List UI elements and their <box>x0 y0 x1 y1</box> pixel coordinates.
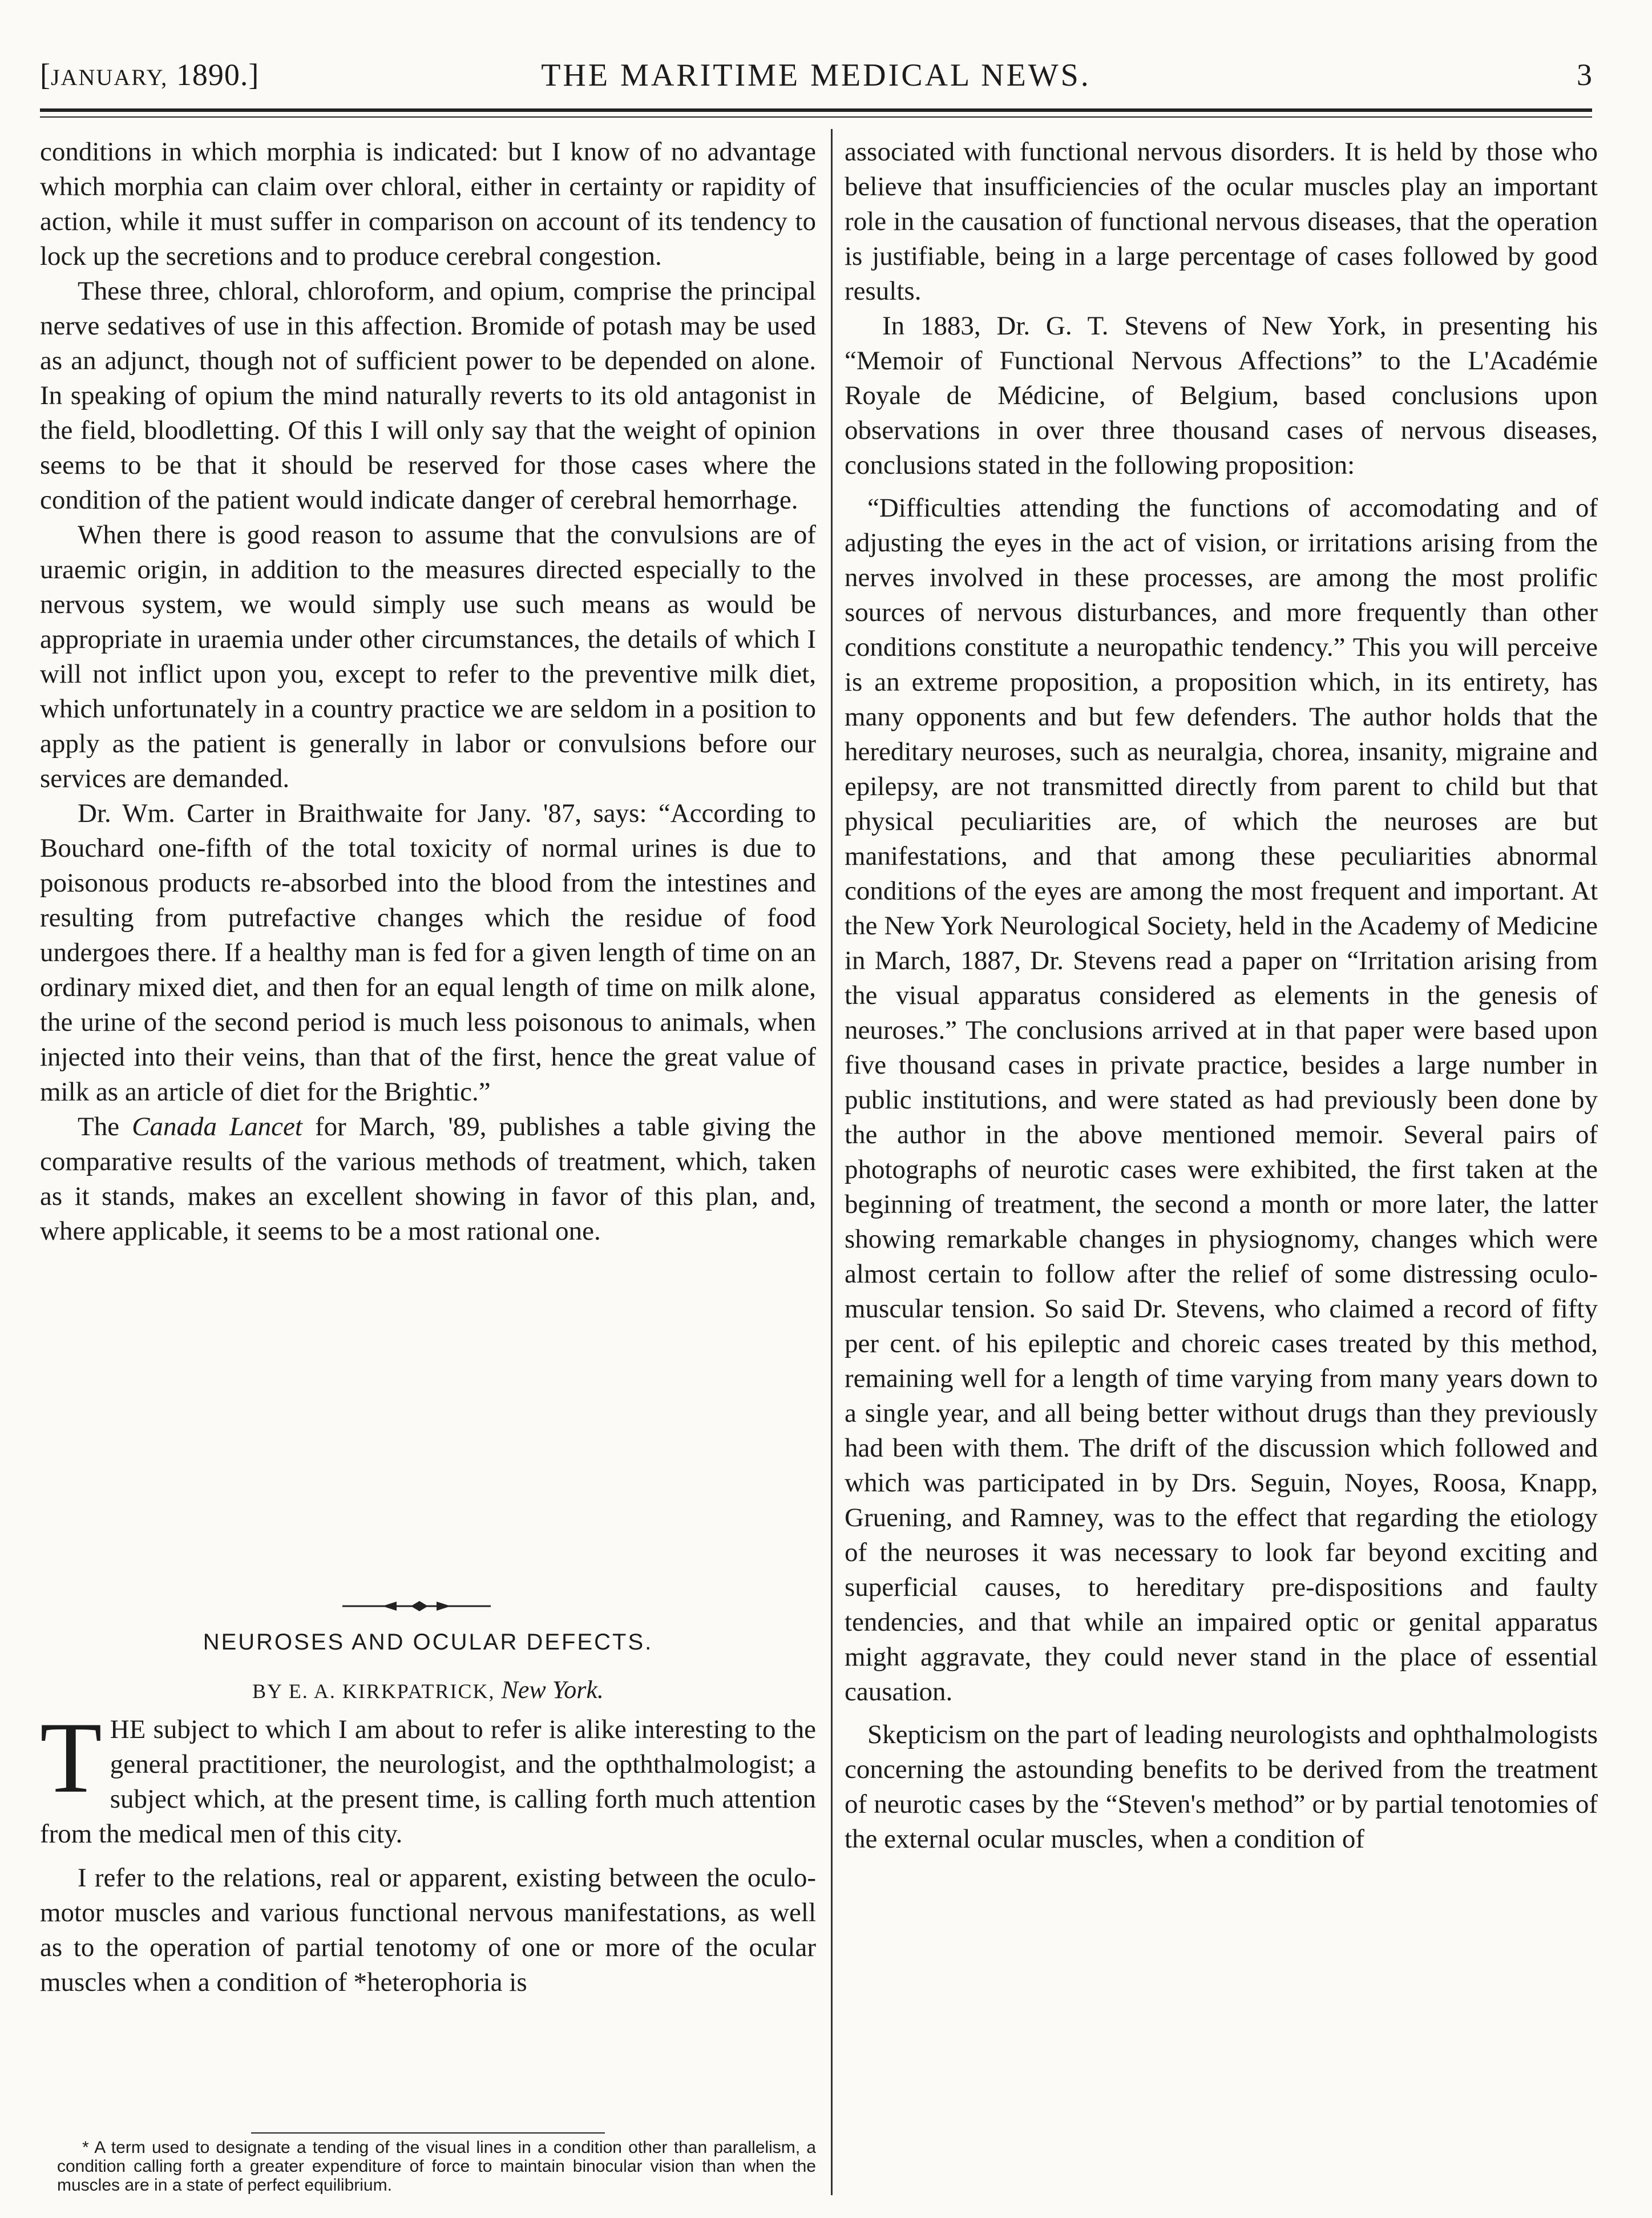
byline-prefix: BY <box>252 1680 289 1703</box>
journal-title: THE MARITIME MEDICAL NEWS. <box>541 58 1091 93</box>
paragraph-carter-quote: Dr. Wm. Carter in Braithwaite for Jany. '87, says: “According to Bouchard one-fifth of the total toxicity of normal urines is due to poisonous products re-absorbed into the blood from the intestines and resulting from putrefactive changes which the residue of food undergoes there. If a healthy man is fed for a given length of time on an ordinary mixed diet, and then for an equal length of time on milk alone, the urine of the second period is much less poisonous to animals, when injected into their veins, than that of the first, hence the great value of milk as an article of diet for the Brightic.” <box>40 799 816 1107</box>
issue-year: 1890.] <box>168 58 260 92</box>
running-header <box>40 57 1592 97</box>
lancet-post: for March, '89, publishes a table giving the comparative results of the various methods of treatment, which, taken as it stands, makes an excellent showing in favor of this plan, and, where applicable, it seems to be a most rational one. <box>40 1112 816 1246</box>
date-bracket: [ <box>40 58 51 92</box>
footnote-rule <box>251 2132 605 2134</box>
drop-cap: T <box>40 1701 102 1814</box>
column-divider <box>831 129 833 2195</box>
article-byline <box>40 1675 816 1704</box>
paragraph-uraemic: When there is good reason to assume that the convulsions are of uraemic origin, in addition to the measures directed especially to the nervous system, we would simply use such means as would be appropriate in uraemia under other circumstances, the details of which I will not inflict upon you, except to refer to the preventive milk diet, which unfortunately in a country practice we are seldom in a position to apply as the patient is generally in labor or convulsions before our services are demanded. <box>40 520 816 793</box>
article-opening <box>40 1701 816 1852</box>
header-rule-thin <box>40 116 1592 118</box>
author-place: New York. <box>501 1676 604 1704</box>
issue-month: JANUARY, <box>50 64 168 90</box>
paragraph-stevens-memoir: In 1883, Dr. G. T. Stevens of New York, in presenting his “Memoir of Functional Nervous Affections” to the L'Académie Royale de Médicine, of Belgium, based conclusions upon observations in over three thousand cases of nervous diseases, conclusions stated in the following proposition: <box>845 311 1598 480</box>
paragraph-skepticism: Skepticism on the part of leading neurologists and ophthalmologists concerning the astounding benefits to be derived from the treatment of neurotic cases by the “Steven's method” or by partial tenotomies of the external ocular muscles, when a condition of <box>845 1720 1598 1854</box>
paragraph-relations: I refer to the relations, real or apparent, existing between the oculo-motor muscles and various functional nervous manifestations, as well as to the operation of partial tenotomy of one or more of the ocular muscles when a condition of *heterophoria is <box>40 1863 816 1997</box>
article-body <box>40 1701 816 2000</box>
footnote-text: * A term used to designate a tending of the visual lines in a condition other than parallelism, a condition calling forth a greater expenditure of force to maintain binocular vision than when the muscles are in a state of perfect equilibrium. <box>57 2138 816 2195</box>
author-name: E. A. KIRKPATRICK, <box>288 1680 495 1703</box>
header-rule-thick <box>40 108 1592 112</box>
footnote <box>57 2138 816 2195</box>
article-title: NEUROSES AND OCULAR DEFECTS. <box>203 1630 653 1655</box>
lancet-pre: The <box>78 1112 132 1142</box>
right-column <box>845 135 1598 1857</box>
paragraph-sedatives: These three, chloral, chloroform, and opium, comprise the principal nerve sedatives of use in this affection. Bromide of potash may be used as an adjunct, though not of sufficient power to be depended on alone. In speaking of opium the mind naturally reverts to its old antagonist in the field, bloodletting. Of this I will only say that the weight of opinion seems to be that it should be reserved for those cases where the condition of the patient would indicate danger of cerebral hemorrhage. <box>40 276 816 515</box>
page-number: 3 <box>1577 58 1592 92</box>
paragraph-morphia: conditions in which morphia is indicated: but I know of no advantage which morphia can claim over chloral, either in certainty or rapidity of action, while it must suffer in comparison on account of its tendency to lock up the secretions and to produce cerebral congestion. <box>40 137 816 271</box>
paragraph-functional-disorders: associated with functional nervous disorders. It is held by those who believe that insufficiencies of the ocular muscles play an important role in the causation of functional nervous diseases, that the operation is justifiable, being in a large percentage of cases followed by good results. <box>845 137 1598 306</box>
section-ornament <box>342 1599 491 1613</box>
paragraph-canada-lancet <box>40 1110 816 1249</box>
left-column <box>40 135 816 1249</box>
journal-citation: Canada Lancet <box>132 1112 302 1142</box>
paragraph-stevens-proposition: “Difficulties attending the functions of accomodating and of adjusting the eyes in the act of vision, or irritations arising from the nerves involved in these processes, are among the most prolific sources of nervous disturbances, and more frequently than other conditions constitute a neuropathic tendency.” This you will perceive is an extreme proposition, a proposition which, in its entirety, has many opponents and but few defenders. The author holds that the hereditary neuroses, such as neuralgia, chorea, insanity, migraine and epilepsy, are not transmitted directly from parent to child but that physical peculiarities are, of which the neuroses are but manifestations, and that among these peculiarities abnormal conditions of the eyes are among the most frequent and important. At the New York Neurological Society, held in the Academy of Medicine in March, 1887, Dr. Stevens read a paper on “Irritation arising from the visual apparatus considered as elements in the genesis of neuroses.” The conclusions arrived at in that paper were based upon five thousand cases in private practice, besides a large number in public institutions, and were stated as had previously been done by the author in the above mentioned memoir. Several pairs of photographs of neurotic cases were exhibited, the first taken at the beginning of treatment, the second a month or more later, the latter showing remarkable changes in physiognomy, changes which were almost certain to follow after the relief of some distressing oculo-muscular tension. So said Dr. Stevens, who claimed a record of fifty per cent. of his epileptic and choreic cases treated by this method, remaining well for a length of time varying from many years down to a single year, and all being better without drugs than they previously had been with them. The drift of the discussion which followed and which was participated in by Drs. Seguin, Noyes, Roosa, Knapp, Gruening, and Ramney, was to the effect that regarding the etiology of the neuroses it was necessary to look far beyond exciting and superficial causes, to hereditary pre-dispositions and faulty tendencies, and that while an impaired optic or genital apparatus might aggravate, they could never stand in the place of essential causation. <box>845 493 1598 1707</box>
opening-text: HE subject to which I am about to refer is alike interesting to the general practitioner, the neurologist, and the opththalmologist; a subject which, at the present time, is calling forth much attention from the medical men of this city. <box>40 1715 816 1849</box>
